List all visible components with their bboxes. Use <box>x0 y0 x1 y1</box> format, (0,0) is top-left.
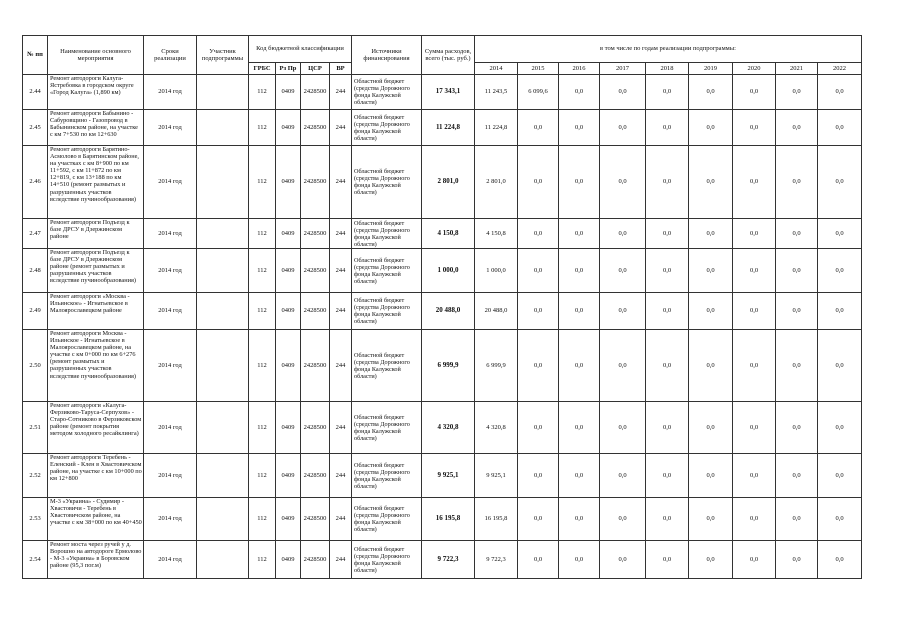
row-term: 2014 год <box>144 541 197 579</box>
row-year-value: 0,0 <box>518 541 559 579</box>
row-rzpr: 0409 <box>276 249 301 293</box>
row-year-value: 0,0 <box>518 454 559 498</box>
row-year-value: 0,0 <box>776 293 818 330</box>
col-header-budget-code: Код бюджетной классификации <box>249 36 352 63</box>
row-year-value: 0,0 <box>776 249 818 293</box>
row-year-value: 0,0 <box>776 219 818 249</box>
budget-table-page <box>22 35 862 579</box>
row-year-value: 0,0 <box>518 498 559 541</box>
row-csr: 2428500 <box>301 541 330 579</box>
row-year-value: 0,0 <box>689 454 733 498</box>
table-row <box>23 498 862 541</box>
col-header-year: 2020 <box>733 63 776 75</box>
row-participant <box>197 146 249 219</box>
row-year-value: 0,0 <box>646 541 689 579</box>
col-header-csr: ЦСР <box>301 63 330 75</box>
row-csr: 2428500 <box>301 249 330 293</box>
col-header-year: 2017 <box>600 63 646 75</box>
col-header-year: 2016 <box>559 63 600 75</box>
row-vr: 244 <box>330 219 352 249</box>
table-row <box>23 541 862 579</box>
table-row <box>23 454 862 498</box>
row-year-value: 0,0 <box>776 110 818 146</box>
row-vr: 244 <box>330 249 352 293</box>
row-year-value: 0,0 <box>600 498 646 541</box>
row-no: 2.53 <box>23 498 48 541</box>
row-source: Областной бюджет (средства Дорожного фонда Калужской области) <box>352 293 422 330</box>
row-grbs: 112 <box>249 402 276 454</box>
row-year-value: 0,0 <box>646 75 689 110</box>
row-rzpr: 0409 <box>276 293 301 330</box>
col-header-grbs: ГРБС <box>249 63 276 75</box>
row-term: 2014 год <box>144 110 197 146</box>
row-year-value: 0,0 <box>518 402 559 454</box>
row-vr: 244 <box>330 330 352 402</box>
row-no: 2.45 <box>23 110 48 146</box>
row-year-value: 0,0 <box>818 110 862 146</box>
row-year-value: 0,0 <box>600 293 646 330</box>
col-header-source: Источники финансирования <box>352 36 422 75</box>
row-grbs: 112 <box>249 454 276 498</box>
row-grbs: 112 <box>249 330 276 402</box>
row-participant <box>197 293 249 330</box>
row-year-value: 11 224,8 <box>475 110 518 146</box>
row-sum: 16 195,8 <box>422 498 475 541</box>
row-year-value: 0,0 <box>733 330 776 402</box>
row-year-value: 0,0 <box>689 498 733 541</box>
col-header-by-years: в том числе по годам реализации подпрограммы: <box>475 36 862 63</box>
row-year-value: 0,0 <box>559 498 600 541</box>
row-source: Областной бюджет (средства Дорожного фонда Калужской области) <box>352 110 422 146</box>
row-source: Областной бюджет (средства Дорожного фонда Калужской области) <box>352 75 422 110</box>
row-name: Ремонт автодороги «Москва - Ильинское» - Игнатьевское в Малоярославецком районе <box>48 293 144 330</box>
row-source: Областной бюджет (средства Дорожного фонда Калужской области) <box>352 454 422 498</box>
row-csr: 2428500 <box>301 293 330 330</box>
table-row <box>23 75 862 110</box>
row-year-value: 0,0 <box>733 541 776 579</box>
row-year-value: 0,0 <box>689 110 733 146</box>
row-year-value: 0,0 <box>559 402 600 454</box>
row-source: Областной бюджет (средства Дорожного фонда Калужской области) <box>352 498 422 541</box>
row-year-value: 0,0 <box>600 541 646 579</box>
col-header-terms: Сроки реализации <box>144 36 197 75</box>
row-year-value: 0,0 <box>646 330 689 402</box>
row-name: Ремонт автодороги Бабынино - Сабуровщино - Газопровод в Бабынинском районе, на участке с км 7+530 по км 12+630 <box>48 110 144 146</box>
col-header-sum: Сумма расходов, всего (тыс. руб.) <box>422 36 475 75</box>
row-participant <box>197 249 249 293</box>
table-row <box>23 330 862 402</box>
col-header-no: № пп <box>23 36 48 75</box>
row-year-value: 0,0 <box>518 249 559 293</box>
row-participant <box>197 330 249 402</box>
row-year-value: 2 801,0 <box>475 146 518 219</box>
row-term: 2014 год <box>144 330 197 402</box>
row-grbs: 112 <box>249 110 276 146</box>
row-rzpr: 0409 <box>276 541 301 579</box>
row-sum: 11 224,8 <box>422 110 475 146</box>
row-rzpr: 0409 <box>276 330 301 402</box>
row-year-value: 0,0 <box>559 146 600 219</box>
table-row <box>23 293 862 330</box>
row-year-value: 0,0 <box>776 541 818 579</box>
row-year-value: 0,0 <box>559 454 600 498</box>
table-row <box>23 146 862 219</box>
table-row <box>23 219 862 249</box>
row-sum: 9 722,3 <box>422 541 475 579</box>
row-no: 2.49 <box>23 293 48 330</box>
row-year-value: 0,0 <box>689 330 733 402</box>
row-year-value: 0,0 <box>818 330 862 402</box>
row-year-value: 0,0 <box>600 110 646 146</box>
row-vr: 244 <box>330 498 352 541</box>
row-sum: 2 801,0 <box>422 146 475 219</box>
row-name: Ремонт автодороги Теребень - Еленский - Клен в Хвастовичском районе, на участке с км 10+000 по км 12+800 <box>48 454 144 498</box>
row-year-value: 0,0 <box>646 454 689 498</box>
row-year-value: 0,0 <box>518 293 559 330</box>
row-sum: 17 343,1 <box>422 75 475 110</box>
row-year-value: 0,0 <box>776 498 818 541</box>
row-year-value: 0,0 <box>733 110 776 146</box>
row-participant <box>197 454 249 498</box>
row-rzpr: 0409 <box>276 110 301 146</box>
row-source: Областной бюджет (средства Дорожного фонда Калужской области) <box>352 146 422 219</box>
row-name: Ремонт автодороги Подъезд к базе ДРСУ в Дзержинском районе (ремонт размытых и разрушенных участков вследствие пучинообразования) <box>48 249 144 293</box>
row-year-value: 0,0 <box>600 330 646 402</box>
row-year-value: 1 000,0 <box>475 249 518 293</box>
row-year-value: 0,0 <box>733 454 776 498</box>
row-year-value: 0,0 <box>818 146 862 219</box>
row-year-value: 0,0 <box>818 219 862 249</box>
row-rzpr: 0409 <box>276 219 301 249</box>
row-year-value: 0,0 <box>646 110 689 146</box>
row-rzpr: 0409 <box>276 75 301 110</box>
row-participant <box>197 541 249 579</box>
row-year-value: 0,0 <box>646 498 689 541</box>
col-header-year: 2019 <box>689 63 733 75</box>
row-csr: 2428500 <box>301 219 330 249</box>
row-year-value: 0,0 <box>818 498 862 541</box>
row-year-value: 0,0 <box>689 249 733 293</box>
row-no: 2.54 <box>23 541 48 579</box>
row-year-value: 0,0 <box>818 541 862 579</box>
row-year-value: 16 195,8 <box>475 498 518 541</box>
header-row-1 <box>23 36 862 63</box>
row-vr: 244 <box>330 146 352 219</box>
row-year-value: 0,0 <box>518 330 559 402</box>
row-sum: 1 000,0 <box>422 249 475 293</box>
row-year-value: 0,0 <box>776 75 818 110</box>
row-vr: 244 <box>330 541 352 579</box>
row-grbs: 112 <box>249 498 276 541</box>
row-year-value: 0,0 <box>600 146 646 219</box>
row-vr: 244 <box>330 75 352 110</box>
row-year-value: 0,0 <box>518 110 559 146</box>
row-no: 2.48 <box>23 249 48 293</box>
row-year-value: 0,0 <box>518 146 559 219</box>
row-year-value: 0,0 <box>818 293 862 330</box>
row-year-value: 0,0 <box>559 219 600 249</box>
row-no: 2.44 <box>23 75 48 110</box>
row-year-value: 0,0 <box>600 402 646 454</box>
row-year-value: 0,0 <box>646 293 689 330</box>
row-year-value: 0,0 <box>559 249 600 293</box>
row-no: 2.52 <box>23 454 48 498</box>
row-grbs: 112 <box>249 75 276 110</box>
row-year-value: 4 320,8 <box>475 402 518 454</box>
row-year-value: 0,0 <box>818 402 862 454</box>
row-term: 2014 год <box>144 219 197 249</box>
row-vr: 244 <box>330 110 352 146</box>
col-header-year: 2021 <box>776 63 818 75</box>
row-no: 2.46 <box>23 146 48 219</box>
row-source: Областной бюджет (средства Дорожного фонда Калужской области) <box>352 402 422 454</box>
table-row <box>23 110 862 146</box>
budget-table <box>22 35 862 579</box>
row-year-value: 0,0 <box>600 454 646 498</box>
row-sum: 6 999,9 <box>422 330 475 402</box>
row-term: 2014 год <box>144 146 197 219</box>
row-grbs: 112 <box>249 541 276 579</box>
row-year-value: 0,0 <box>559 110 600 146</box>
row-name: Ремонт автодороги «Калуга-Ферзиково-Таруса-Серпухов» - Старо-Сотниково в Ферзиковском районе (ремонт покрытия методом холодного ресайклинга) <box>48 402 144 454</box>
row-year-value: 0,0 <box>689 219 733 249</box>
row-term: 2014 год <box>144 402 197 454</box>
row-year-value: 0,0 <box>600 249 646 293</box>
row-csr: 2428500 <box>301 402 330 454</box>
row-year-value: 0,0 <box>733 293 776 330</box>
row-year-value: 6 099,6 <box>518 75 559 110</box>
row-grbs: 112 <box>249 249 276 293</box>
row-rzpr: 0409 <box>276 146 301 219</box>
row-vr: 244 <box>330 454 352 498</box>
row-grbs: 112 <box>249 146 276 219</box>
row-year-value: 0,0 <box>776 146 818 219</box>
row-year-value: 0,0 <box>733 249 776 293</box>
row-vr: 244 <box>330 293 352 330</box>
row-name: Ремонт автодороги Барятино-Асмолово в Барятинском районе, на участках с км 8+900 по км 11+592, с км 11+872 по км 12+819, с км 13+188 по км 14+510 (ремонт размытых и разрушенных участков вследствие пучинообразования) <box>48 146 144 219</box>
row-year-value: 0,0 <box>689 541 733 579</box>
row-term: 2014 год <box>144 454 197 498</box>
row-year-value: 0,0 <box>733 402 776 454</box>
row-participant <box>197 219 249 249</box>
row-year-value: 0,0 <box>600 219 646 249</box>
row-year-value: 0,0 <box>733 146 776 219</box>
row-year-value: 0,0 <box>733 75 776 110</box>
row-year-value: 0,0 <box>818 454 862 498</box>
row-participant <box>197 75 249 110</box>
row-sum: 4 150,8 <box>422 219 475 249</box>
table-row <box>23 249 862 293</box>
row-year-value: 9 925,1 <box>475 454 518 498</box>
row-term: 2014 год <box>144 293 197 330</box>
col-header-year: 2015 <box>518 63 559 75</box>
row-source: Областной бюджет (средства Дорожного фонда Калужской области) <box>352 541 422 579</box>
col-header-rzpr: Рз Пр <box>276 63 301 75</box>
row-no: 2.50 <box>23 330 48 402</box>
row-sum: 20 488,0 <box>422 293 475 330</box>
row-term: 2014 год <box>144 249 197 293</box>
row-csr: 2428500 <box>301 454 330 498</box>
row-name: Ремонт моста через ручей у д. Ворошно на автодороге Ермолово - М-3 «Украина» в Боровском районе (95,3 пог.м) <box>48 541 144 579</box>
row-year-value: 0,0 <box>733 498 776 541</box>
row-rzpr: 0409 <box>276 498 301 541</box>
row-participant <box>197 402 249 454</box>
row-source: Областной бюджет (средства Дорожного фонда Калужской области) <box>352 219 422 249</box>
row-csr: 2428500 <box>301 330 330 402</box>
row-no: 2.47 <box>23 219 48 249</box>
table-row <box>23 402 862 454</box>
table-body <box>23 75 862 579</box>
row-sum: 4 320,8 <box>422 402 475 454</box>
col-header-year: 2014 <box>475 63 518 75</box>
row-year-value: 0,0 <box>646 219 689 249</box>
col-header-participant: Участник подпрограммы <box>197 36 249 75</box>
row-year-value: 0,0 <box>559 330 600 402</box>
row-year-value: 0,0 <box>689 75 733 110</box>
row-year-value: 6 999,9 <box>475 330 518 402</box>
row-year-value: 0,0 <box>776 402 818 454</box>
row-name: М-3 «Украина» - Судимир - Хвастовичи - Теребень в Хвастовичском районе, на участке с км 38+000 по км 40+450 <box>48 498 144 541</box>
row-name: Ремонт автодороги Москва - Ильинское - Игнатьевское в Малоярославецком районе, на участке с км 0+000 по км 6+276 (ремонт размытых и разрушенных участков вследствие пучинообразования) <box>48 330 144 402</box>
row-rzpr: 0409 <box>276 454 301 498</box>
row-year-value: 0,0 <box>600 75 646 110</box>
col-header-year: 2022 <box>818 63 862 75</box>
row-year-value: 0,0 <box>733 219 776 249</box>
row-year-value: 0,0 <box>818 75 862 110</box>
row-grbs: 112 <box>249 219 276 249</box>
row-year-value: 0,0 <box>559 293 600 330</box>
row-csr: 2428500 <box>301 75 330 110</box>
row-name: Ремонт автодороги Подъезд к базе ДРСУ в Дзержинском районе <box>48 219 144 249</box>
row-year-value: 0,0 <box>646 146 689 219</box>
row-vr: 244 <box>330 402 352 454</box>
row-csr: 2428500 <box>301 498 330 541</box>
row-participant <box>197 110 249 146</box>
row-year-value: 0,0 <box>689 146 733 219</box>
row-term: 2014 год <box>144 75 197 110</box>
row-term: 2014 год <box>144 498 197 541</box>
row-source: Областной бюджет (средства Дорожного фонда Калужской области) <box>352 249 422 293</box>
row-year-value: 0,0 <box>646 402 689 454</box>
row-year-value: 0,0 <box>776 454 818 498</box>
row-year-value: 0,0 <box>559 541 600 579</box>
row-year-value: 20 488,0 <box>475 293 518 330</box>
row-year-value: 9 722,3 <box>475 541 518 579</box>
row-year-value: 0,0 <box>689 402 733 454</box>
col-header-year: 2018 <box>646 63 689 75</box>
row-year-value: 4 150,8 <box>475 219 518 249</box>
row-year-value: 0,0 <box>646 249 689 293</box>
row-year-value: 0,0 <box>776 330 818 402</box>
row-csr: 2428500 <box>301 110 330 146</box>
row-rzpr: 0409 <box>276 402 301 454</box>
row-participant <box>197 498 249 541</box>
row-year-value: 0,0 <box>518 219 559 249</box>
row-grbs: 112 <box>249 293 276 330</box>
row-csr: 2428500 <box>301 146 330 219</box>
col-header-vr: ВР <box>330 63 352 75</box>
row-sum: 9 925,1 <box>422 454 475 498</box>
col-header-name: Наименование основного мероприятия <box>48 36 144 75</box>
row-no: 2.51 <box>23 402 48 454</box>
row-year-value: 0,0 <box>818 249 862 293</box>
row-year-value: 0,0 <box>689 293 733 330</box>
row-year-value: 11 243,5 <box>475 75 518 110</box>
row-name: Ремонт автодороги Калуга-Ястребовка в городском округе «Город Калуга» (1,890 км) <box>48 75 144 110</box>
row-source: Областной бюджет (средства Дорожного фонда Калужской области) <box>352 330 422 402</box>
row-year-value: 0,0 <box>559 75 600 110</box>
